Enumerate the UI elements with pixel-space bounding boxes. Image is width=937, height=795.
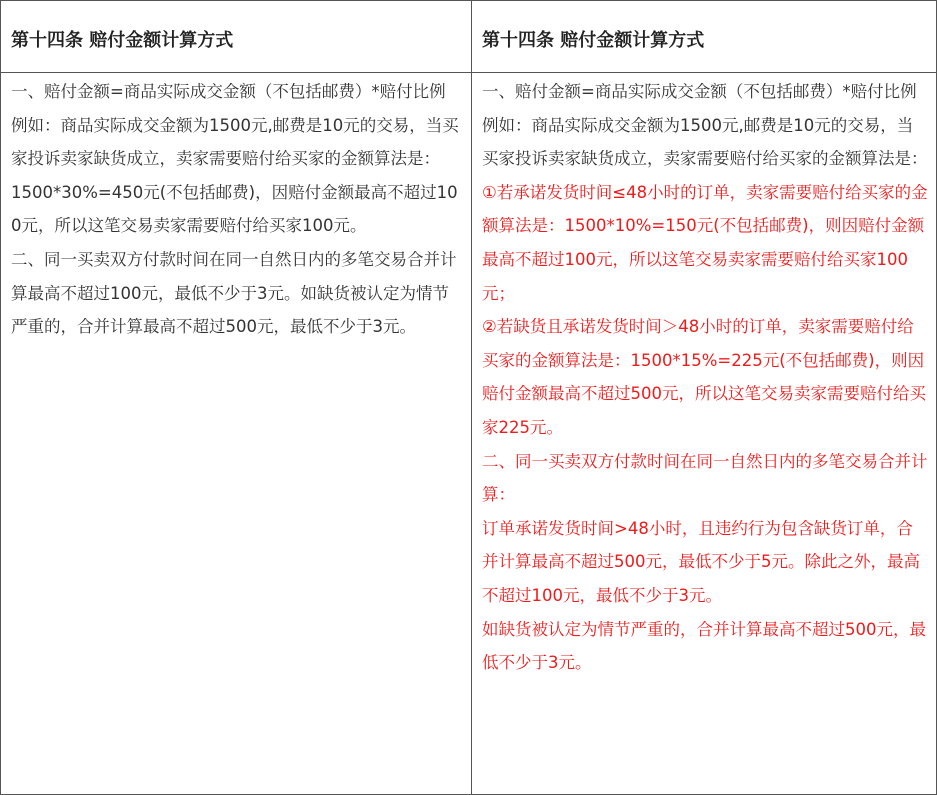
clause-paragraph: 二、同一买卖双方付款时间在同一自然日内的多笔交易合并计算最高不超过100元，最低不少于3元。如缺货被认定为情节严重的，合并计算最高不超过500元，最低不少于3元。 bbox=[11, 249, 457, 337]
original-clause-title: 第十四条 赔付金额计算方式 bbox=[11, 30, 234, 51]
revised-clause-body bbox=[472, 73, 936, 795]
clause-paragraph: 1500*30%=450元(不包括邮费)，因赔付金额最高不超过100元，所以这笔交易卖家需要赔付给买家100元。 bbox=[11, 182, 458, 236]
original-clause-header bbox=[1, 0, 471, 73]
highlighted-change-paragraph: 订单承诺发货时间>48小时，且违约行为包含缺货订单，合并计算最高不超过500元，最低不少于5元。除此之外，最高不超过100元，最低不少于3元。 bbox=[482, 518, 920, 605]
clause-paragraph: 例如：商品实际成交金额为1500元,邮费是10元的交易，当买家投诉卖家缺货成立，卖家需要赔付给买家的金额算法是： bbox=[11, 115, 459, 169]
highlighted-change-paragraph: ②若缺货且承诺发货时间＞48小时的订单，卖家需要赔付给买家的金额算法是：1500*15%=225元(不包括邮费)，则因赔付金额最高不超过500元，所以这笔交易卖家需要赔付给买家225元。 bbox=[482, 317, 926, 437]
revised-clause-header bbox=[472, 0, 936, 73]
clause-paragraph: 一、赔付金额=商品实际成交金额（不包括邮费）*赔付比例 bbox=[11, 82, 446, 101]
revised-clause-title: 第十四条 赔付金额计算方式 bbox=[482, 30, 705, 51]
revised-clause-column bbox=[472, 0, 937, 795]
highlighted-change-paragraph: 二、同一买卖双方付款时间在同一自然日内的多笔交易合并计算： bbox=[482, 451, 928, 505]
highlighted-change-paragraph: 如缺货被认定为情节严重的，合并计算最高不超过500元，最低不少于3元。 bbox=[482, 619, 926, 673]
highlighted-change-paragraph: ①若承诺发货时间≤48小时的订单，卖家需要赔付给买家的金额算法是：1500*10%=150元(不包括邮费)，则因赔付金额最高不超过100元，所以这笔交易卖家需要赔付给买家100元； bbox=[482, 182, 928, 303]
clause-paragraph: 一、赔付金额=商品实际成交金额（不包括邮费）*赔付比例 bbox=[482, 82, 917, 101]
clause-paragraph: 例如：商品实际成交金额为1500元,邮费是10元的交易，当买家投诉卖家缺货成立，卖家需要赔付给买家的金额算法是： bbox=[482, 115, 928, 169]
original-clause-body bbox=[1, 73, 471, 795]
